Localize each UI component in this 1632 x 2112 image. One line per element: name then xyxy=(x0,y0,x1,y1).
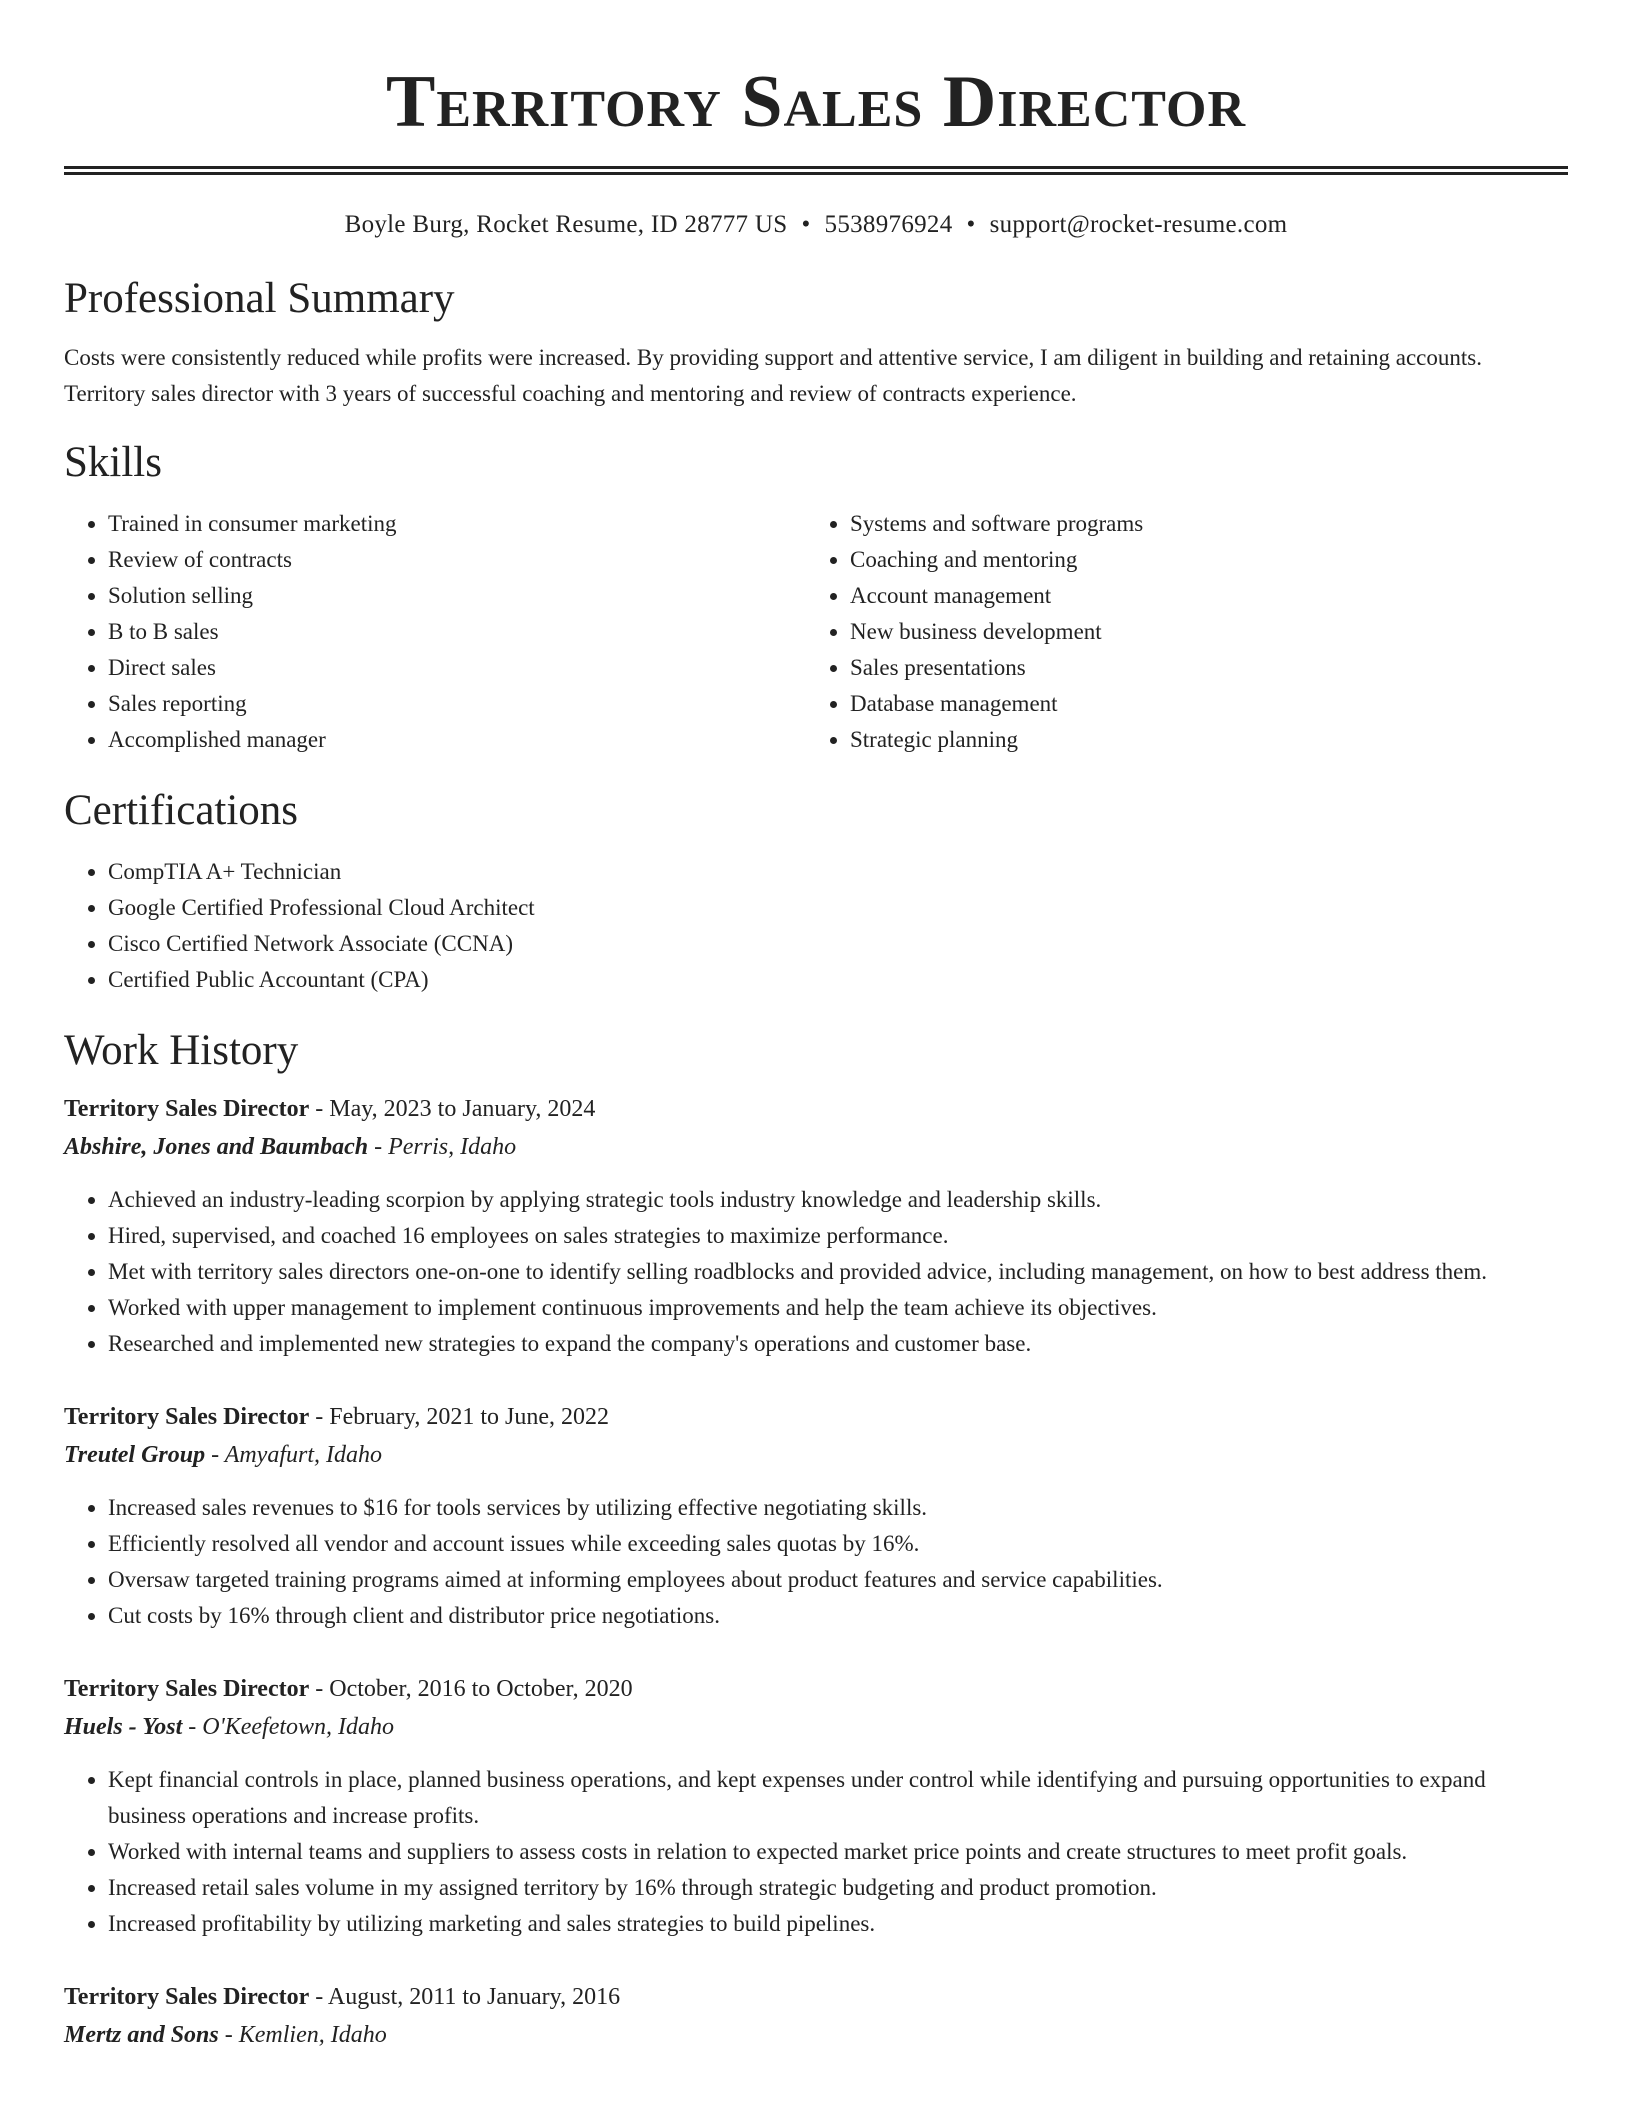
certification-item: • CompTIA A+ Technician xyxy=(108,854,1568,890)
contact-separator: • xyxy=(801,211,811,238)
skills-column-left xyxy=(64,506,806,758)
job-title-line xyxy=(64,1978,1568,2016)
job-bullets xyxy=(64,1762,1568,1942)
job-company: Treutel Group xyxy=(64,1442,206,1468)
skills-grid xyxy=(64,506,1568,758)
skill-item: • Accomplished manager xyxy=(108,722,806,758)
skill-item: • Direct sales xyxy=(108,650,806,686)
contact-email: support@rocket-resume.com xyxy=(989,211,1288,238)
job-company-line xyxy=(64,2016,1568,2054)
job-company-line xyxy=(64,1708,1568,1746)
job-company-line xyxy=(64,1436,1568,1474)
job-company-line xyxy=(64,1128,1568,1166)
job-entry xyxy=(64,1670,1568,1942)
job-bullet: • Met with territory sales directors one-on-one to identify selling roadblocks and provided advice, including management, on how to best address them. xyxy=(108,1254,1568,1290)
job-location: Kemlien, Idaho xyxy=(238,2022,387,2048)
job-dates: October, 2016 to October, 2020 xyxy=(329,1676,633,1702)
job-title-line xyxy=(64,1398,1568,1436)
skills-section xyxy=(64,438,1568,758)
certification-item: • Google Certified Professional Cloud Architect xyxy=(108,890,1568,926)
summary-text: Costs were consistently reduced while profits were increased. By providing support and attentive service, I am diligent in building and retaining accounts. Territory sales director with 3 years of successful coaching and mentoring and review of contracts experience. xyxy=(64,345,1482,406)
job-separator: - xyxy=(205,1442,225,1468)
job-bullet: • Increased profitability by utilizing marketing and sales strategies to build pipelines. xyxy=(108,1906,1568,1942)
certification-item: • Certified Public Accountant (CPA) xyxy=(108,962,1568,998)
job-bullet: • Achieved an industry-leading scorpion by applying strategic tools industry knowledge and leadership skills. xyxy=(108,1182,1568,1218)
job-bullet: • Hired, supervised, and coached 16 employees on sales strategies to maximize performance. xyxy=(108,1218,1568,1254)
job-location: O'Keefetown, Idaho xyxy=(202,1714,395,1740)
contact-address: Boyle Burg, Rocket Resume, ID 28777 US xyxy=(344,211,788,238)
skill-item: • Solution selling xyxy=(108,578,806,614)
job-company: Mertz and Sons xyxy=(64,2022,219,2048)
job-title-line xyxy=(64,1090,1568,1128)
skill-item: • Database management xyxy=(850,686,1548,722)
job-dates: May, 2023 to January, 2024 xyxy=(329,1096,596,1122)
job-separator: - xyxy=(309,1984,328,2010)
certification-item: • Cisco Certified Network Associate (CCNA) xyxy=(108,926,1568,962)
job-separator: - xyxy=(309,1676,330,1702)
professional-summary-section xyxy=(64,274,1568,412)
job-location: Amyafurt, Idaho xyxy=(224,1442,382,1468)
skill-item: • New business development xyxy=(850,614,1548,650)
job-bullets xyxy=(64,1182,1568,1362)
job-dates: August, 2011 to January, 2016 xyxy=(327,1984,621,2010)
job-bullets xyxy=(64,1490,1568,1634)
job-bullet: • Efficiently resolved all vendor and account issues while exceeding sales quotas by 16%. xyxy=(108,1526,1568,1562)
job-separator: - xyxy=(309,1404,330,1430)
job-separator: - xyxy=(182,1714,203,1740)
section-heading: Professional Summary xyxy=(64,275,455,322)
job-bullet: • Oversaw targeted training programs aimed at informing employees about product features and service capabilities. xyxy=(108,1562,1568,1598)
job-separator: - xyxy=(368,1134,389,1160)
section-heading: Certifications xyxy=(64,787,299,834)
job-bullet: • Increased sales revenues to $16 for tools services by utilizing effective negotiating skills. xyxy=(108,1490,1568,1526)
work-history-section xyxy=(64,1026,1568,2054)
contact-separator: • xyxy=(966,211,976,238)
skill-item: • B to B sales xyxy=(108,614,806,650)
section-heading: Work History xyxy=(64,1027,299,1074)
job-bullet: • Cut costs by 16% through client and distributor price negotiations. xyxy=(108,1598,1568,1634)
skills-column-right xyxy=(806,506,1548,758)
job-entry xyxy=(64,1978,1568,2054)
section-heading: Skills xyxy=(64,439,162,486)
job-bullet: • Worked with upper management to implement continuous improvements and help the team achieve its objectives. xyxy=(108,1290,1568,1326)
skill-item: • Coaching and mentoring xyxy=(850,542,1548,578)
job-role: Territory Sales Director xyxy=(64,1404,310,1430)
job-title-line xyxy=(64,1670,1568,1708)
title-divider xyxy=(64,166,1568,175)
job-company: Huels - Yost xyxy=(64,1714,183,1740)
skill-item: • Systems and software programs xyxy=(850,506,1548,542)
job-bullet: • Researched and implemented new strategies to expand the company's operations and customer base. xyxy=(108,1326,1568,1362)
job-bullet: • Increased retail sales volume in my assigned territory by 16% through strategic budgeting and product promotion. xyxy=(108,1870,1568,1906)
job-bullet: • Worked with internal teams and suppliers to assess costs in relation to expected market price points and create structures to meet profit goals. xyxy=(108,1834,1568,1870)
skill-item: • Sales reporting xyxy=(108,686,806,722)
certifications-list xyxy=(64,854,1568,998)
job-entry xyxy=(64,1398,1568,1634)
contact-line xyxy=(64,210,1568,240)
job-company: Abshire, Jones and Baumbach xyxy=(64,1134,369,1160)
skill-item: • Trained in consumer marketing xyxy=(108,506,806,542)
job-role: Territory Sales Director xyxy=(64,1676,310,1702)
job-role: Territory Sales Director xyxy=(64,1984,310,2010)
job-separator: - xyxy=(218,2022,239,2048)
job-role: Territory Sales Director xyxy=(64,1096,310,1122)
resume-title: Territory Sales Director xyxy=(385,61,1247,143)
certifications-section xyxy=(64,786,1568,998)
job-dates: February, 2021 to June, 2022 xyxy=(329,1404,609,1430)
contact-phone: 5538976924 xyxy=(824,211,953,238)
skill-item: • Strategic planning xyxy=(850,722,1548,758)
job-entry xyxy=(64,1090,1568,1362)
job-bullet: • Kept financial controls in place, planned business operations, and kept expenses under control while identifying and pursuing opportunities to expand business operations and increase profits. xyxy=(108,1762,1568,1834)
skill-item: • Account management xyxy=(850,578,1548,614)
skill-item: • Sales presentations xyxy=(850,650,1548,686)
job-separator: - xyxy=(309,1096,330,1122)
skill-item: • Review of contracts xyxy=(108,542,806,578)
job-location: Perris, Idaho xyxy=(388,1134,517,1160)
